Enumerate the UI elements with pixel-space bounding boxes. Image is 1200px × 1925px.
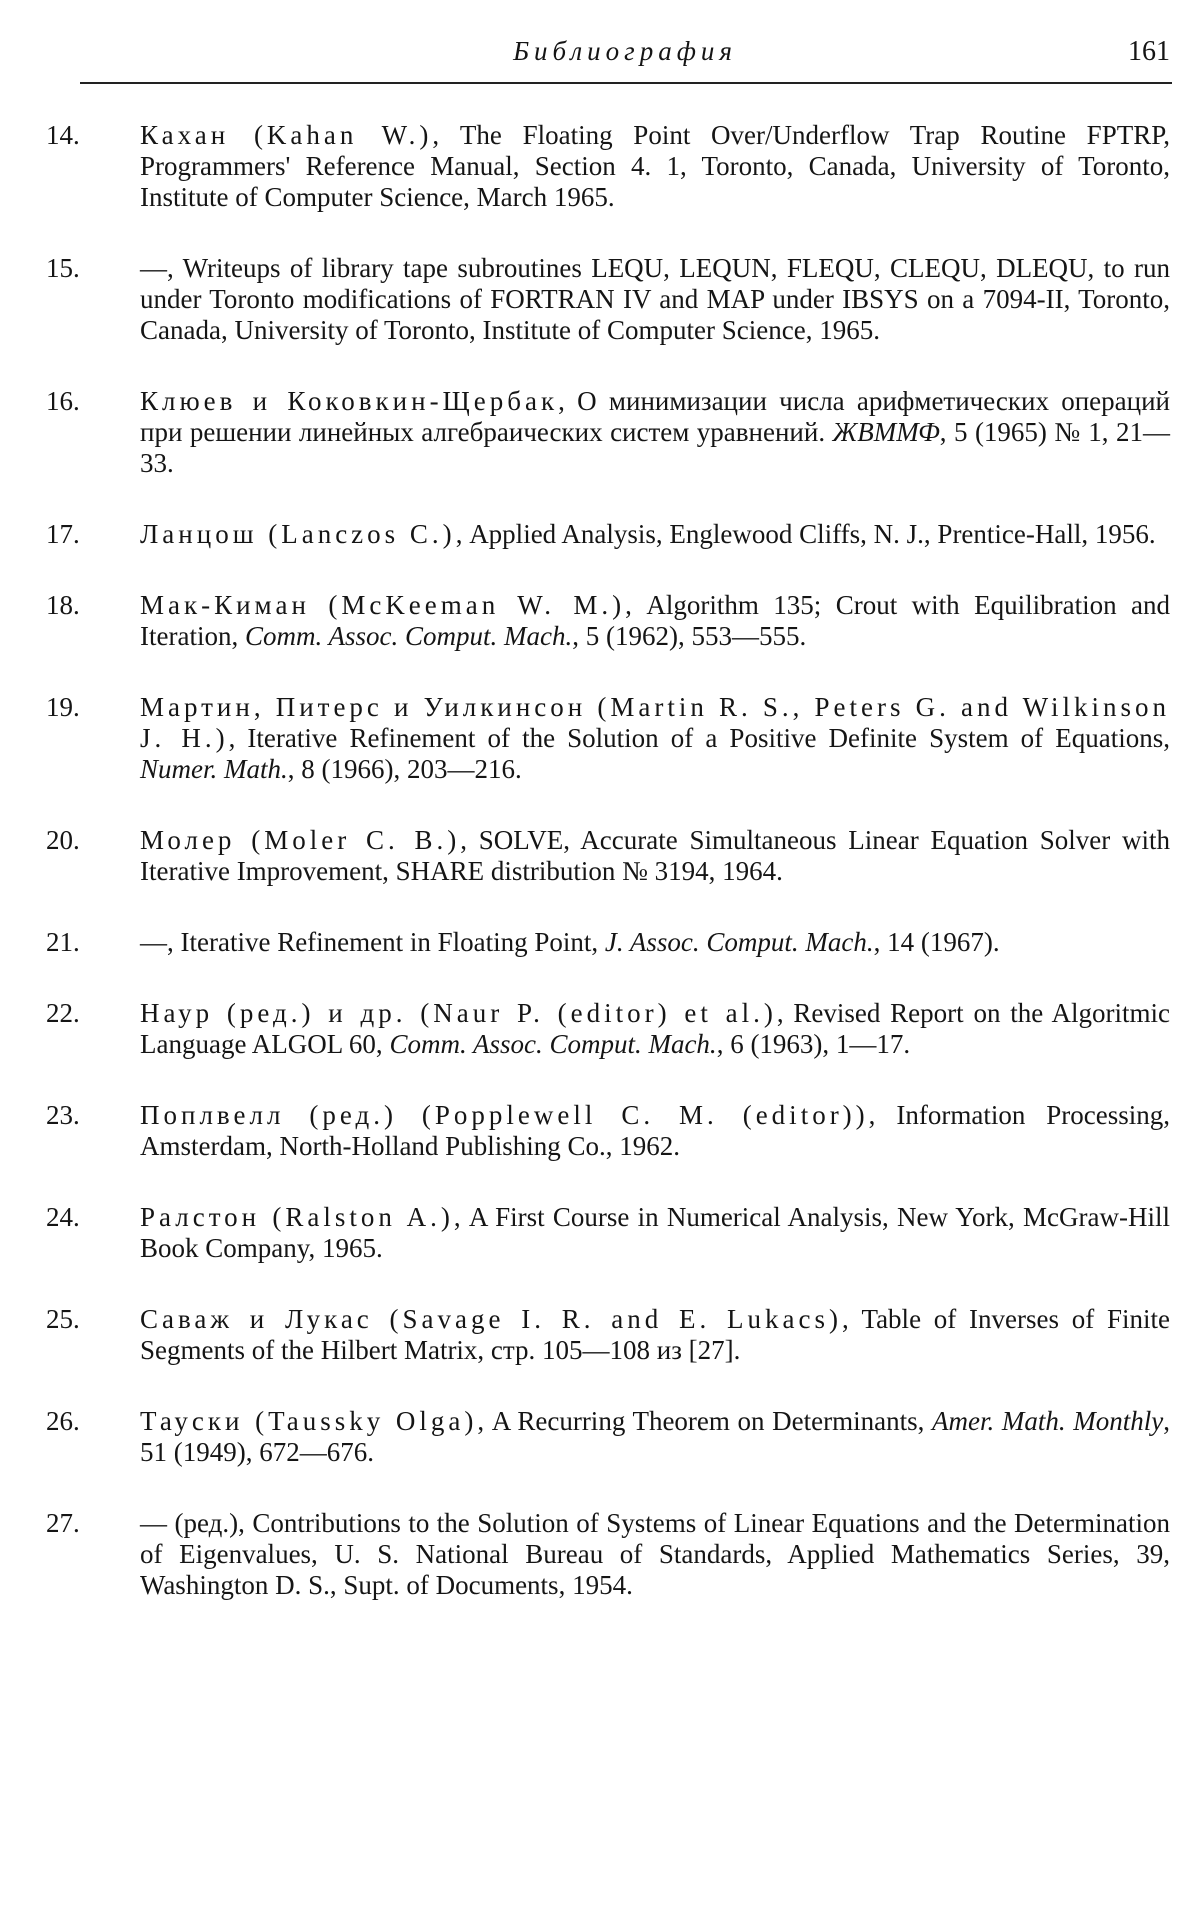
entry-author: Поплвелл (ред.) (Popplewell C. M. (editor)) bbox=[140, 1100, 869, 1130]
entry-text: , О минимизации числа арифметических операций при решении линейных алгебраических систем уравнений. bbox=[140, 386, 1171, 447]
entry-author: Наур (ред.) и др. (Naur P. (editor) et al.) bbox=[140, 998, 777, 1028]
bibliography-entry bbox=[46, 386, 1170, 479]
entry-text: , SOLVE, Accurate Simultaneous Linear Equation Solver with Iterative Improvement, SHARE distribution № 3194, 1964. bbox=[140, 825, 1170, 886]
entry-author: Молер (Moler C. B.) bbox=[140, 825, 461, 855]
entry-author: — bbox=[140, 253, 167, 283]
entry-number: 15. bbox=[46, 253, 80, 283]
bibliography-list bbox=[46, 120, 1170, 1641]
entry-author: Ралстон (Ralston A.) bbox=[140, 1202, 454, 1232]
entry-journal: ЖВММФ bbox=[832, 417, 940, 447]
entry-number: 26. bbox=[46, 1406, 80, 1436]
entry-number: 20. bbox=[46, 825, 80, 855]
entry-text-tail: , 5 (1965) № 1, 21—33. bbox=[140, 417, 1170, 478]
header-rule bbox=[80, 82, 1172, 84]
entry-text-tail: , 14 (1967). bbox=[873, 927, 1000, 957]
entry-number: 21. bbox=[46, 927, 80, 957]
running-head: Библиография bbox=[513, 36, 737, 66]
page-number: 161 bbox=[1128, 36, 1170, 67]
entry-number: 18. bbox=[46, 590, 80, 620]
entry-journal: Comm. Assoc. Comput. Mach. bbox=[244, 621, 573, 651]
entry-text: , Revised Report on the Algoritmic Language ALGOL 60, bbox=[140, 998, 1170, 1059]
entry-text: , Table of Inverses of Finite Segments of the Hilbert Matrix, стр. 105—108 из [27]. bbox=[140, 1304, 1171, 1365]
entry-journal: Comm. Assoc. Comput. Mach. bbox=[389, 1029, 717, 1059]
bibliography-entry bbox=[46, 825, 1170, 887]
entry-number: 24. bbox=[46, 1202, 80, 1232]
bibliography-entry bbox=[46, 253, 1170, 346]
entry-number: 23. bbox=[46, 1100, 80, 1130]
entry-number: 27. bbox=[46, 1508, 80, 1538]
entry-text: , Iterative Refinement in Floating Point, bbox=[167, 927, 605, 957]
bibliography-entry bbox=[46, 927, 1170, 958]
entry-text: , Iterative Refinement of the Solution of a Positive Definite System of Equations, bbox=[228, 723, 1170, 753]
bibliography-entry bbox=[46, 1100, 1170, 1162]
entry-number: 16. bbox=[46, 386, 80, 416]
bibliography-entry bbox=[46, 1304, 1170, 1366]
entry-journal: Numer. Math. bbox=[140, 754, 288, 784]
entry-number: 17. bbox=[46, 519, 80, 549]
entry-text: , Writeups of library tape subroutines LEQU, LEQUN, FLEQU, CLEQU, DLEQU, to run under Toronto modifications of FORTRAN IV and MAP under IBSYS on a 7094-II, Toronto, Canada, University of Toronto, Institute of Computer Science, 1965. bbox=[140, 253, 1170, 345]
entry-author: Мартин, Питерс и Уилкинсон (Martin R. S., Peters G. and Wilkinson J. H.) bbox=[140, 692, 1170, 753]
bibliography-entry bbox=[46, 1406, 1170, 1468]
entry-author: Тауски (Taussky Olga) bbox=[140, 1406, 478, 1436]
entry-text-tail: , 51 (1949), 672—676. bbox=[140, 1406, 1170, 1467]
entry-text: , Applied Analysis, Englewood Cliffs, N. J., Prentice-Hall, 1956. bbox=[455, 519, 1156, 549]
entry-text: , Information Processing, Amsterdam, North-Holland Publishing Co., 1962. bbox=[140, 1100, 1170, 1161]
entry-number: 19. bbox=[46, 692, 80, 722]
entry-text-tail: , 8 (1966), 203—216. bbox=[287, 754, 522, 784]
entry-text-tail: , 6 (1963), 1—17. bbox=[716, 1029, 911, 1059]
entry-text: , A First Course in Numerical Analysis, New York, McGraw-Hill Book Company, 1965. bbox=[140, 1202, 1170, 1263]
bibliography-entry bbox=[46, 590, 1170, 652]
entry-journal: J. Assoc. Comput. Mach. bbox=[604, 927, 874, 957]
entry-author: — (ред.) bbox=[140, 1508, 239, 1538]
entry-author: Ланцош (Lanczos C.) bbox=[140, 519, 456, 549]
entry-author: Кахан (Kahan W.) bbox=[140, 120, 433, 150]
bibliography-entry bbox=[46, 1508, 1170, 1601]
entry-text: , Contributions to the Solution of Systems of Linear Equations and the Determination of Eigenvalues, U. S. National Bureau of Standards, Applied Mathematics Series, 39, Washington D. S., Supt. of Documents, 1954. bbox=[140, 1508, 1170, 1600]
entry-author: Клюев и Коковкин-Щербак bbox=[140, 386, 559, 416]
entry-text: , The Floating Point Over/Underflow Trap Routine FPTRP, Programmers' Reference Manual, Section 4. 1, Toronto, Canada, University of Toronto, Institute of Computer Science, March 1965. bbox=[140, 120, 1170, 212]
bibliography-entry bbox=[46, 1202, 1170, 1264]
bibliography-entry bbox=[46, 519, 1170, 550]
bibliography-entry bbox=[46, 120, 1170, 213]
entry-number: 22. bbox=[46, 998, 80, 1028]
entry-text-tail: , 5 (1962), 553—555. bbox=[572, 621, 807, 651]
entry-journal: Amer. Math. Monthly bbox=[932, 1406, 1164, 1436]
entry-number: 25. bbox=[46, 1304, 80, 1334]
entry-text: , A Recurring Theorem on Determinants, bbox=[477, 1406, 933, 1436]
page-header bbox=[80, 36, 1170, 80]
entry-author: Саваж и Лукас (Savage I. R. and E. Lukacs) bbox=[140, 1304, 842, 1334]
entry-author: — bbox=[140, 927, 167, 957]
entry-text: , Algorithm 135; Crout with Equilibration and Iteration, bbox=[140, 590, 1170, 651]
entry-number: 14. bbox=[46, 120, 80, 150]
entry-author: Мак-Киман (McKeeman W. M.) bbox=[140, 590, 626, 620]
bibliography-entry bbox=[46, 692, 1170, 785]
bibliography-entry bbox=[46, 998, 1170, 1060]
